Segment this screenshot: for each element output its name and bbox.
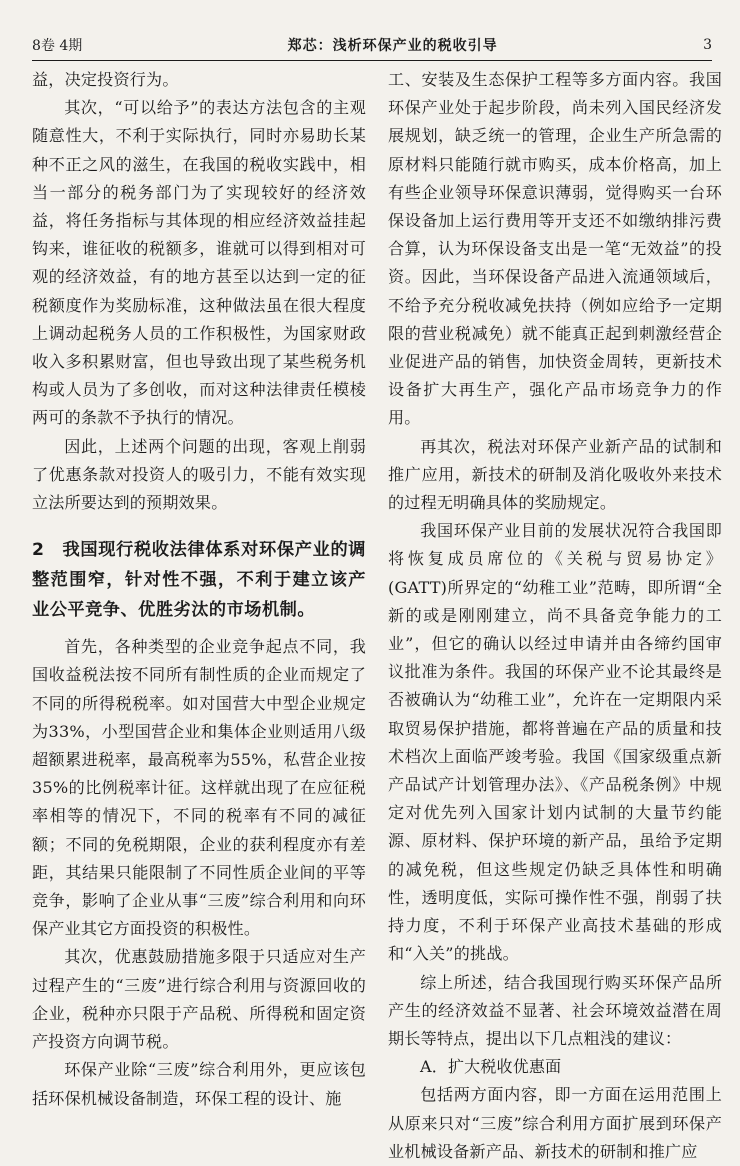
paragraph: 益，决定投资行为。: [32, 70, 179, 89]
paragraph: 其次，优惠鼓励措施多限于只适应对生产过程产生的“三废”进行综合利用与资源回收的企业，税种亦只限于产品税、所得税和固定资产投资方向调节税。: [32, 947, 366, 1052]
paragraph: 再其次，税法对环保产业新产品的试制和推广应用，新技术的研制及消化吸收外来技术的过程无明确具体的奖励规定。: [388, 436, 722, 513]
paragraph: 其次，“可以给予”的表达方法包含的主观随意性大，不利于实际执行，同时亦易助长某种不正之风的滋生，在我国的税收实践中，相当一部分的税务部门为了实现较好的经济效益，将任务指标与其体现的相应经济效益挂起钩来，谁征收的税额多，谁就可以得到相对可观的经济效益，有的地方甚至以达到一定的征税额度作为奖励标准，这种做法虽在很大程度上调动起税务人员的工作积极性，为国家财政收入多积累财富，但也导致出现了某些税务机构或人员为了多创收，而对这种法律责任模棱两可的条款不予执行的情况。: [32, 98, 366, 428]
volume-issue: 8卷 4期: [32, 38, 83, 54]
left-column: [32, 66, 366, 1113]
paragraph: 包括两方面内容，即一方面在运用范围上从原来只对“三废”综合利用方面扩展到环保产业机械设备新产品、新技术的研制和推广应: [388, 1085, 722, 1161]
running-header: [32, 30, 712, 61]
paragraph: 因此，上述两个问题的出现，客观上削弱了优惠条款对投资人的吸引力，不能有效实现立法所要达到的预期效果。: [32, 436, 366, 513]
right-column: [388, 66, 722, 1166]
running-title: 郑芯：浅析环保产业的税收引导: [287, 38, 498, 54]
paragraph: 工、安装及生态保护工程等多方面内容。我国环保产业处于起步阶段，尚未列入国民经济发展规划，缺乏统一的管理，企业生产所急需的原材料只能随行就市购买，成本价格高，加上有些企业领导环保意识薄弱，觉得购买一台环保设备加上运行费用等开支还不如缴纳排污费合算，认为环保设备支出是一笔“无效益”的投资。因此，当环保设备产品进入流通领域后，不给予充分税收减免扶持（例如应给予一定期限的营业税减免）就不能真正起到刺激经营企业促进产品的销售，加快资金周转，更新技术设备扩大再生产，强化产品市场竞争力的作用。: [388, 70, 722, 428]
paragraph: 首先，各种类型的企业竞争起点不同，我国收益税法按不同所有制性质的企业而规定了不同的所得税税率。如对国营大中型企业规定为33%，小型国营企业和集体企业则适用八级超额累进税率，最高税率为55%，私营企业按35%的比例税率计征。这样就出现了在应征税率相等的情况下，不同的税率有不同的减征额；不同的免税期限，企业的获利程度亦有差距，其结果只能限制了不同性质企业间的平等竞争，影响了企业从事“三废”综合利用和向环保产业其它方面投资的积极性。: [32, 637, 366, 939]
page-number: 3: [703, 37, 712, 53]
section-heading: 2 我国现行税收法律体系对环保产业的调整范围窄，针对性不强，不利于建立该产业公平竞争、优胜劣汰的市场机制。: [32, 540, 366, 621]
paragraph: 环保产业除“三废”综合利用外，更应该包括环保机械设备制造，环保工程的设计、施: [32, 1060, 366, 1108]
paragraph: 综上所述，结合我国现行购买环保产品所产生的经济效益不显著、社会环境效益潜在周期长等特点，提出以下几点粗浅的建议：: [388, 972, 722, 1048]
subheading: A．扩大税收优惠面: [420, 1057, 562, 1077]
paragraph: 我国环保产业目前的发展状况符合我国即将恢复成员席位的《关税与贸易协定》(GATT)所界定的“幼稚工业”范畴，即所谓“全新的或是刚刚建立，尚不具备竞争能力的工业”，但它的确认以经过申请并由各缔约国审议批准为条件。我国的环保产业不论其最终是否被确认为“幼稚工业”，允许在一定期限内采取贸易保护措施，都将普遍在产品的质量和技术档次上面临严竣考验。我国《国家级重点新产品试产计划管理办法》、《产品税条例》中规定对优先列入国家计划内试制的大量节约能源、原材料、保护环境的新产品，虽给予定期的减免税，但这些规定仍缺乏具体性和明确性，透明度低，实际可操作性不强，削弱了扶持力度，不利于环保产业高技术基础的形成和“入关”的挑战。: [388, 521, 722, 964]
